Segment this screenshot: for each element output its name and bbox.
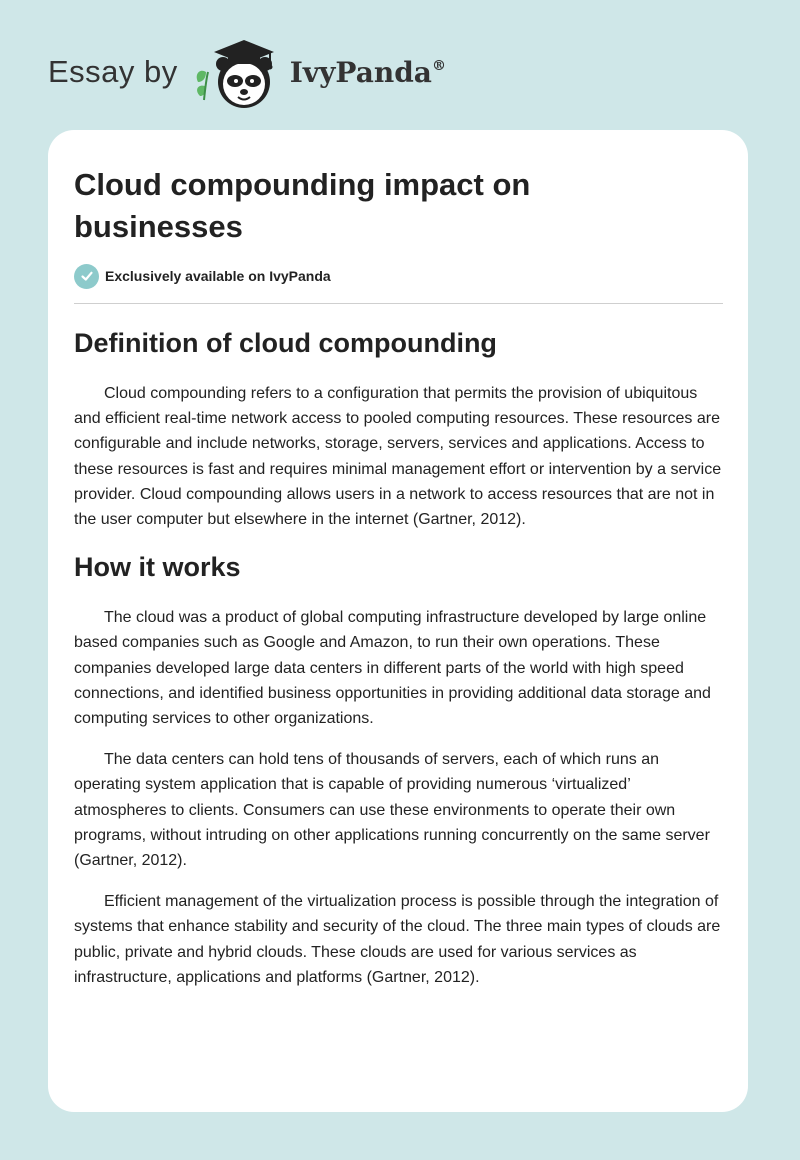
paragraph-definition: Cloud compounding refers to a configuration that permits the provision of ubiquitous and efficient real-time network access to pooled computing resources. These resources are configurable and include networks, storage, servers, services and applications. Access to these resources is fast and requires minimal management effort or intervention by a service provider. Cloud compounding allows users in a network to access resources that are not in the user computer but elsewhere in the internet (Gartner, 2012). — [74, 385, 722, 529]
registered-mark: ® — [431, 57, 446, 74]
page-title: Cloud compounding impact on businesses — [74, 167, 531, 244]
panda-graduate-icon[interactable] — [194, 34, 286, 110]
brand-text: IvyPanda — [289, 55, 432, 89]
essay-by-label: Essay by — [48, 54, 178, 89]
site-header — [48, 34, 446, 110]
exclusive-badge — [74, 263, 331, 289]
paragraph-how-it-works-3: Efficient management of the virtualization process is possible through the integration of systems that enhance stability and security of the cloud. The three main types of clouds are public, private and hybrid clouds. These clouds are used for various services as infrastructure, applications and platforms (Gartner, 2012). — [74, 893, 721, 986]
title-divider — [74, 303, 723, 304]
badge-label: Exclusively available on IvyPanda — [105, 268, 331, 284]
checkmark-icon — [74, 264, 99, 289]
essay-card — [48, 130, 748, 1112]
section-heading-how-it-works: How it works — [74, 552, 241, 583]
essay-body — [74, 324, 726, 990]
paragraph-how-it-works-2: The data centers can hold tens of thousands of servers, each of which runs an operating system application that is capable of providing numerous ‘virtualized’ atmospheres to clients. Consumers can use these environments to operate their own programs, without intruding on other applications running concurrently on the same server (Gartner, 2012). — [74, 751, 710, 870]
brand-name[interactable] — [290, 56, 446, 89]
section-heading-definition: Definition of cloud compounding — [74, 328, 497, 358]
paragraph-how-it-works-1: The cloud was a product of global computing infrastructure developed by large online based companies such as Google and Amazon, to run their own operations. These companies developed large data centers in different parts of the world with high speed connections, and identified business opportunities in providing additional data storage and computing services to other organizations. — [74, 609, 711, 728]
